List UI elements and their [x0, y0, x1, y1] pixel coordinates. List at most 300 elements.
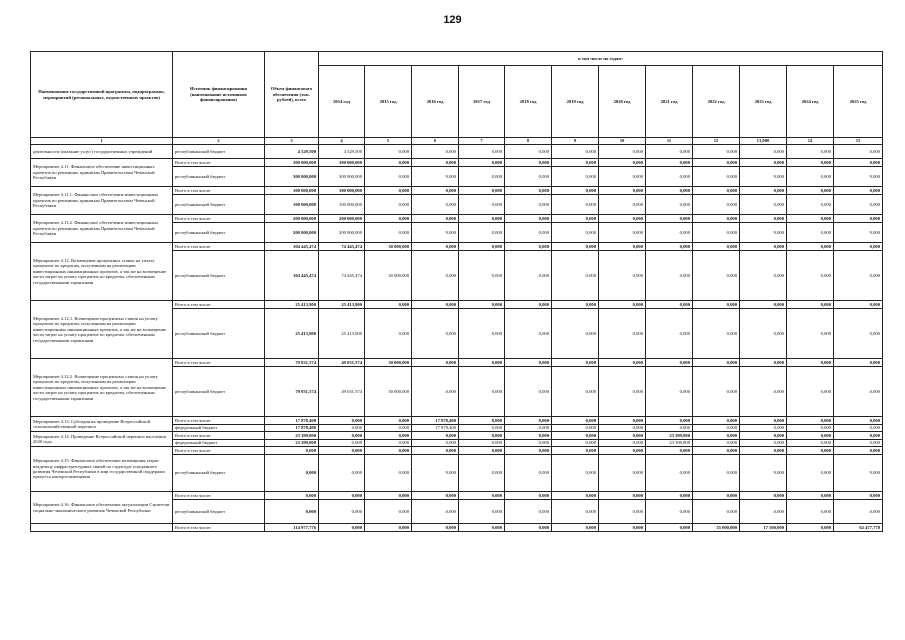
row-year-value: 0,000	[459, 223, 505, 243]
row-year-value: 0,000	[740, 187, 787, 195]
row-source: Всего в том числе:	[173, 447, 265, 455]
row-source: Всего в том числе:	[173, 432, 265, 440]
row-source: Всего в том числе:	[173, 524, 265, 532]
row-year-value: 0,000	[412, 187, 459, 195]
row-year-value: 0,000	[599, 492, 646, 500]
row-year-value: 0,000	[552, 359, 599, 367]
row-total: 104 445,474	[265, 251, 319, 301]
row-year-value: 0,000	[693, 367, 740, 417]
row-year-value: 0,000	[319, 440, 365, 447]
row-year-value: 0,000	[505, 145, 552, 159]
row-year-value: 0,000	[505, 301, 552, 309]
row-year-value: 25 413,900	[319, 301, 365, 309]
row-year-value: 0,000	[787, 215, 834, 223]
header-year: 2014 год	[319, 66, 365, 138]
column-number: 8	[505, 138, 552, 145]
page-number: 129	[443, 14, 462, 26]
column-number: 7	[459, 138, 505, 145]
row-year-value: 0,000	[646, 417, 693, 425]
header-years-caption: в том числе по годам:	[319, 52, 883, 66]
row-total: 114 977,776	[265, 524, 319, 532]
header-year: 2019 год	[552, 66, 599, 138]
row-source: Всего в том числе:	[173, 159, 265, 167]
row-year-value: 0,000	[599, 145, 646, 159]
row-year-value: 0,000	[693, 187, 740, 195]
row-year-value: 30 000,000	[365, 359, 412, 367]
row-year-value: 0,000	[646, 367, 693, 417]
row-total: 79 031,574	[265, 367, 319, 417]
row-year-value: 0,000	[505, 455, 552, 492]
column-number: 10	[599, 138, 646, 145]
column-number: 9	[552, 138, 599, 145]
row-year-value: 0,000	[365, 500, 412, 524]
column-number: 2	[173, 138, 265, 145]
row-year-value: 0,000	[599, 359, 646, 367]
row-year-value: 0,000	[412, 251, 459, 301]
row-year-value: 0,000	[365, 447, 412, 455]
row-year-value: 0,000	[787, 251, 834, 301]
row-year-value: 17 500,000	[740, 524, 787, 532]
column-number: 14	[787, 138, 834, 145]
row-year-value: 0,000	[599, 309, 646, 359]
row-year-value: 0,000	[740, 243, 787, 251]
row-year-value: 0,000	[552, 447, 599, 455]
row-year-value: 0,000	[834, 417, 883, 425]
row-year-value: 0,000	[319, 417, 365, 425]
row-year-value: 0,000	[599, 440, 646, 447]
row-source: Всего в том числе:	[173, 492, 265, 500]
row-year-value: 0,000	[787, 367, 834, 417]
row-year-value: 0,000	[693, 425, 740, 432]
row-name: деятельности (оказание услуг) государственных учреждений	[31, 145, 173, 159]
row-year-value: 0,000	[834, 223, 883, 243]
row-year-value: 0,000	[787, 425, 834, 432]
row-name: Мероприятие 4.12. Возмещение процентных ставок на уплату процентов по кредитам, полученным на реализацию инвестиционных инновационных проектов, а так же на возмещение части затрат на уплату процентов по кредитам, обеспеченным государственными гарантиями	[31, 243, 173, 301]
row-total: 100 000,000	[265, 187, 319, 195]
row-total: 0,000	[265, 455, 319, 492]
row-total: 0,000	[265, 492, 319, 500]
row-year-value: 0,000	[365, 432, 412, 440]
table-row	[31, 301, 883, 309]
table-row	[31, 432, 883, 440]
row-year-value: 0,000	[834, 359, 883, 367]
row-year-value: 0,000	[505, 425, 552, 432]
row-year-value: 0,000	[646, 447, 693, 455]
row-year-value: 0,000	[693, 243, 740, 251]
row-year-value: 17 878,400	[412, 417, 459, 425]
row-year-value: 0,000	[646, 223, 693, 243]
row-year-value: 0,000	[646, 492, 693, 500]
row-year-value: 0,000	[552, 492, 599, 500]
row-year-value: 0,000	[740, 417, 787, 425]
row-year-value: 0,000	[740, 432, 787, 440]
row-year-value: 0,000	[740, 159, 787, 167]
row-year-value: 0,000	[505, 417, 552, 425]
row-total: 23 399,800	[265, 432, 319, 440]
row-year-value: 0,000	[740, 440, 787, 447]
row-year-value: 0,000	[834, 187, 883, 195]
row-year-value: 0,000	[459, 524, 505, 532]
row-source: республиканский бюджет	[173, 309, 265, 359]
row-year-value: 0,000	[787, 243, 834, 251]
row-year-value: 0,000	[412, 167, 459, 187]
row-year-value: 17 878,400	[412, 425, 459, 432]
row-year-value: 0,000	[646, 500, 693, 524]
row-year-value: 0,000	[646, 243, 693, 251]
row-total: 17 878,400	[265, 425, 319, 432]
row-total: 300 000,000	[265, 167, 319, 187]
row-year-value: 0,000	[459, 432, 505, 440]
row-year-value: 0,000	[505, 195, 552, 215]
row-year-value: 0,000	[787, 440, 834, 447]
row-year-value: 49 031,574	[319, 367, 365, 417]
row-year-value: 0,000	[459, 440, 505, 447]
row-source: федеральный бюджет	[173, 425, 265, 432]
row-year-value: 0,000	[834, 159, 883, 167]
row-year-value: 0,000	[459, 359, 505, 367]
row-year-value: 0,000	[646, 524, 693, 532]
row-year-value: 0,000	[787, 145, 834, 159]
row-year-value: 0,000	[740, 145, 787, 159]
row-year-value: 0,000	[319, 500, 365, 524]
row-name: Мероприятие 4.11.1. Финансовое обеспечение инвестиционных проектов по решениям, принятым Правительством Чеченской Республики	[31, 187, 173, 215]
row-year-value: 0,000	[740, 251, 787, 301]
row-year-value: 0,000	[505, 524, 552, 532]
row-year-value: 0,000	[505, 251, 552, 301]
row-year-value: 0,000	[319, 447, 365, 455]
row-source: республиканский бюджет	[173, 251, 265, 301]
budget-table	[30, 51, 883, 532]
row-year-value: 0,000	[412, 215, 459, 223]
row-year-value: 0,000	[834, 500, 883, 524]
row-year-value: 0,000	[599, 159, 646, 167]
page-bottom-edge	[30, 601, 882, 640]
row-total: 0,000	[265, 500, 319, 524]
row-year-value: 0,000	[459, 417, 505, 425]
row-year-value: 0,000	[834, 243, 883, 251]
header-year: 2022 год	[693, 66, 740, 138]
table-row	[31, 187, 883, 195]
row-name: Мероприятие 4.14. Проведение Всероссийской переписи населения 2020 года	[31, 432, 173, 447]
row-year-value: 0,000	[740, 215, 787, 223]
row-year-value: 0,000	[365, 215, 412, 223]
row-year-value: 0,000	[552, 455, 599, 492]
row-total: 79 031,574	[265, 359, 319, 367]
row-year-value: 0,000	[646, 251, 693, 301]
row-year-value: 0,000	[552, 223, 599, 243]
row-year-value: 30 000,000	[365, 251, 412, 301]
row-year-value: 0,000	[505, 167, 552, 187]
column-number: 1	[31, 138, 173, 145]
row-name	[31, 524, 173, 532]
row-year-value: 0,000	[412, 440, 459, 447]
row-year-value: 0,000	[459, 455, 505, 492]
column-number: 11	[646, 138, 693, 145]
table-row	[31, 243, 883, 251]
row-source: республиканский бюджет	[173, 145, 265, 159]
row-total: 0,000	[265, 447, 319, 455]
row-year-value: 0,000	[412, 524, 459, 532]
row-year-value: 0,000	[365, 492, 412, 500]
row-year-value: 0,000	[599, 417, 646, 425]
row-year-value: 0,000	[787, 187, 834, 195]
column-number: 4	[319, 138, 365, 145]
row-source: Всего в том числе:	[173, 215, 265, 223]
row-year-value: 0,000	[693, 301, 740, 309]
row-year-value: 0,000	[459, 301, 505, 309]
row-year-value: 0,000	[459, 195, 505, 215]
row-year-value: 0,000	[459, 492, 505, 500]
row-year-value: 0,000	[834, 440, 883, 447]
row-year-value: 25 413,900	[319, 309, 365, 359]
row-year-value: 0,000	[599, 251, 646, 301]
row-year-value: 0,000	[412, 447, 459, 455]
row-year-value: 0,000	[412, 159, 459, 167]
header-year: 2017 год	[459, 66, 505, 138]
table-row	[31, 359, 883, 367]
row-year-value: 0,000	[459, 367, 505, 417]
row-year-value: 0,000	[740, 425, 787, 432]
row-year-value: 0,000	[365, 309, 412, 359]
row-year-value: 0,000	[599, 455, 646, 492]
row-year-value: 0,000	[693, 215, 740, 223]
row-year-value: 0,000	[599, 367, 646, 417]
row-source: республиканский бюджет	[173, 455, 265, 492]
row-year-value: 0,000	[787, 301, 834, 309]
row-total: 300 000,000	[265, 159, 319, 167]
row-year-value: 0,000	[787, 524, 834, 532]
row-year-value: 0,000	[646, 167, 693, 187]
row-year-value: 0,000	[787, 417, 834, 425]
row-total: 200 000,000	[265, 215, 319, 223]
row-year-value: 0,000	[787, 455, 834, 492]
row-year-value: 0,000	[740, 223, 787, 243]
row-total: 104 445,474	[265, 243, 319, 251]
row-year-value: 0,000	[646, 455, 693, 492]
row-year-value: 0,000	[459, 167, 505, 187]
row-year-value: 0,000	[740, 309, 787, 359]
row-year-value: 0,000	[740, 447, 787, 455]
row-year-value: 0,000	[599, 187, 646, 195]
row-year-value: 0,000	[693, 359, 740, 367]
row-year-value: 0,000	[740, 167, 787, 187]
row-year-value: 0,000	[834, 492, 883, 500]
row-year-value: 0,000	[459, 159, 505, 167]
row-year-value: 0,000	[599, 223, 646, 243]
row-year-value: 0,000	[693, 223, 740, 243]
row-year-value: 0,000	[365, 440, 412, 447]
row-name: Мероприятие 4.11. Финансовое обеспечение инвестиционных проектов по решениям, принятым Правительством Чеченской Республики	[31, 159, 173, 187]
header-year: 2020 год	[599, 66, 646, 138]
row-total: 25 413,900	[265, 309, 319, 359]
row-year-value: 0,000	[834, 301, 883, 309]
row-year-value: 0,000	[365, 455, 412, 492]
row-year-value: 0,000	[693, 195, 740, 215]
row-year-value: 0,000	[646, 309, 693, 359]
row-year-value: 0,000	[787, 223, 834, 243]
row-total: 4 529,500	[265, 145, 319, 159]
row-year-value: 0,000	[459, 251, 505, 301]
row-year-value: 100 000,000	[319, 195, 365, 215]
row-year-value: 23 399,800	[646, 432, 693, 440]
row-year-value: 0,000	[552, 195, 599, 215]
header-year: 2016 год	[412, 66, 459, 138]
row-year-value: 0,000	[365, 223, 412, 243]
row-year-value: 0,000	[412, 500, 459, 524]
row-year-value: 200 000,000	[319, 215, 365, 223]
row-year-value: 0,000	[552, 440, 599, 447]
row-year-value: 300 000,000	[319, 159, 365, 167]
table-row	[31, 215, 883, 223]
row-year-value: 0,000	[693, 432, 740, 440]
row-year-value: 0,000	[552, 187, 599, 195]
table-row	[31, 145, 883, 159]
row-year-value: 0,000	[834, 447, 883, 455]
row-year-value: 0,000	[412, 145, 459, 159]
row-year-value: 0,000	[365, 417, 412, 425]
row-year-value: 0,000	[834, 309, 883, 359]
row-year-value: 0,000	[505, 440, 552, 447]
row-year-value: 200 000,000	[319, 223, 365, 243]
row-year-value: 0,000	[693, 447, 740, 455]
row-year-value: 0,000	[365, 159, 412, 167]
row-year-value: 0,000	[365, 167, 412, 187]
row-year-value: 0,000	[505, 492, 552, 500]
row-year-value: 0,000	[787, 309, 834, 359]
row-year-value: 0,000	[834, 195, 883, 215]
row-year-value: 0,000	[740, 367, 787, 417]
header-year: 2024 год	[787, 66, 834, 138]
row-year-value: 0,000	[693, 309, 740, 359]
row-year-value: 0,000	[646, 359, 693, 367]
row-year-value: 0,000	[693, 440, 740, 447]
row-year-value: 0,000	[365, 145, 412, 159]
row-year-value: 0,000	[319, 432, 365, 440]
row-year-value: 0,000	[412, 359, 459, 367]
row-year-value: 0,000	[693, 251, 740, 301]
row-year-value: 49 031,574	[319, 359, 365, 367]
header-source: Источник финансирования (наименование источников финансирования)	[173, 52, 265, 138]
table-row	[31, 447, 883, 455]
row-year-value: 0,000	[365, 524, 412, 532]
row-year-value: 0,000	[459, 500, 505, 524]
row-year-value: 0,000	[552, 417, 599, 425]
row-year-value: 0,000	[505, 309, 552, 359]
row-year-value: 100 000,000	[319, 187, 365, 195]
row-year-value: 0,000	[834, 167, 883, 187]
row-name: Мероприятие 4.15. Финансовое обеспечение возмещения затрат владельцу инфраструктурных связей по структуре ускоренного развития Чеченской Республики в мир государственной поддержки процесса импортозамещения	[31, 447, 173, 492]
row-total: 100 000,000	[265, 195, 319, 215]
row-year-value: 0,000	[505, 159, 552, 167]
row-year-value: 4 529,500	[319, 145, 365, 159]
row-source: Всего в том числе:	[173, 417, 265, 425]
row-year-value: 0,000	[646, 425, 693, 432]
row-year-value: 0,000	[787, 359, 834, 367]
row-year-value: 0,000	[834, 145, 883, 159]
row-year-value: 0,000	[459, 447, 505, 455]
row-year-value: 62 477,778	[834, 524, 883, 532]
row-year-value: 0,000	[787, 500, 834, 524]
row-year-value: 0,000	[552, 159, 599, 167]
row-year-value: 0,000	[740, 500, 787, 524]
row-year-value: 0,000	[693, 500, 740, 524]
row-year-value: 0,000	[834, 432, 883, 440]
row-name: Мероприятие 4.12.2. Возмещение процентных ставок на уплату процентов по кредитам, полученным на реализацию инвестиционных инновационных проектов, а так же на возмещение части затрат на уплату процентов по кредитам, обеспеченным государственными гарантиями	[31, 359, 173, 417]
row-year-value: 0,000	[834, 251, 883, 301]
row-year-value: 0,000	[834, 215, 883, 223]
row-year-value: 0,000	[552, 243, 599, 251]
row-year-value: 0,000	[505, 432, 552, 440]
row-year-value: 0,000	[412, 243, 459, 251]
column-number: 15	[834, 138, 883, 145]
row-year-value: 0,000	[740, 492, 787, 500]
row-year-value: 0,000	[319, 455, 365, 492]
row-year-value: 30 000,000	[365, 243, 412, 251]
column-numbers-row	[31, 138, 883, 145]
row-year-value: 0,000	[552, 367, 599, 417]
row-year-value: 0,000	[646, 215, 693, 223]
row-year-value: 35 000,000	[693, 524, 740, 532]
header-total: Объем финансового обеспечения (тыс. рублей), всего	[265, 52, 319, 138]
row-year-value: 0,000	[787, 195, 834, 215]
row-year-value: 0,000	[834, 425, 883, 432]
row-year-value: 0,000	[459, 243, 505, 251]
row-year-value: 0,000	[365, 187, 412, 195]
column-number: 3	[265, 138, 319, 145]
row-year-value: 0,000	[599, 195, 646, 215]
row-year-value: 0,000	[599, 500, 646, 524]
row-total: 200 000,000	[265, 223, 319, 243]
header-name: Наименование государственной программы, подпрограммы, мероприятий (региональных, ведомственных проектов)	[31, 52, 173, 138]
row-year-value: 0,000	[693, 159, 740, 167]
row-year-value: 0,000	[319, 425, 365, 432]
row-name: Мероприятие 4.13. Субсидия на проведение Всероссийской сельскохозяйственной переписи	[31, 417, 173, 432]
column-number: 13,000	[740, 138, 787, 145]
row-source: республиканский бюджет	[173, 167, 265, 187]
row-year-value: 0,000	[834, 455, 883, 492]
row-source: республиканский бюджет	[173, 367, 265, 417]
row-year-value: 0,000	[599, 447, 646, 455]
row-year-value: 0,000	[599, 167, 646, 187]
header-year: 2018 год	[505, 66, 552, 138]
row-year-value: 0,000	[412, 223, 459, 243]
row-year-value: 0,000	[505, 223, 552, 243]
row-year-value: 0,000	[646, 145, 693, 159]
table-row	[31, 417, 883, 425]
row-year-value: 0,000	[459, 309, 505, 359]
column-number: 5	[365, 138, 412, 145]
row-year-value: 0,000	[505, 243, 552, 251]
row-year-value: 0,000	[552, 500, 599, 524]
row-year-value: 30 000,000	[365, 367, 412, 417]
row-source: Всего в том числе:	[173, 187, 265, 195]
header-year: 2015 год	[365, 66, 412, 138]
row-source: Всего в том числе:	[173, 301, 265, 309]
row-year-value: 0,000	[693, 145, 740, 159]
row-name: Мероприятие 4.12.1. Возмещение процентных ставок на уплату процентов по кредитам, полученным на реализацию инвестиционных инновационных проектов, а так же на возмещение части затрат на уплату процентов по кредитам, обеспеченным государственными гарантиями	[31, 301, 173, 359]
row-year-value: 0,000	[693, 492, 740, 500]
row-year-value: 0,000	[552, 301, 599, 309]
row-year-value: 0,000	[412, 301, 459, 309]
row-year-value: 0,000	[787, 159, 834, 167]
row-year-value: 0,000	[740, 455, 787, 492]
row-year-value: 0,000	[459, 215, 505, 223]
row-year-value: 0,000	[599, 301, 646, 309]
row-year-value: 0,000	[599, 215, 646, 223]
row-year-value: 0,000	[693, 455, 740, 492]
row-year-value: 0,000	[599, 243, 646, 251]
row-year-value: 0,000	[459, 425, 505, 432]
